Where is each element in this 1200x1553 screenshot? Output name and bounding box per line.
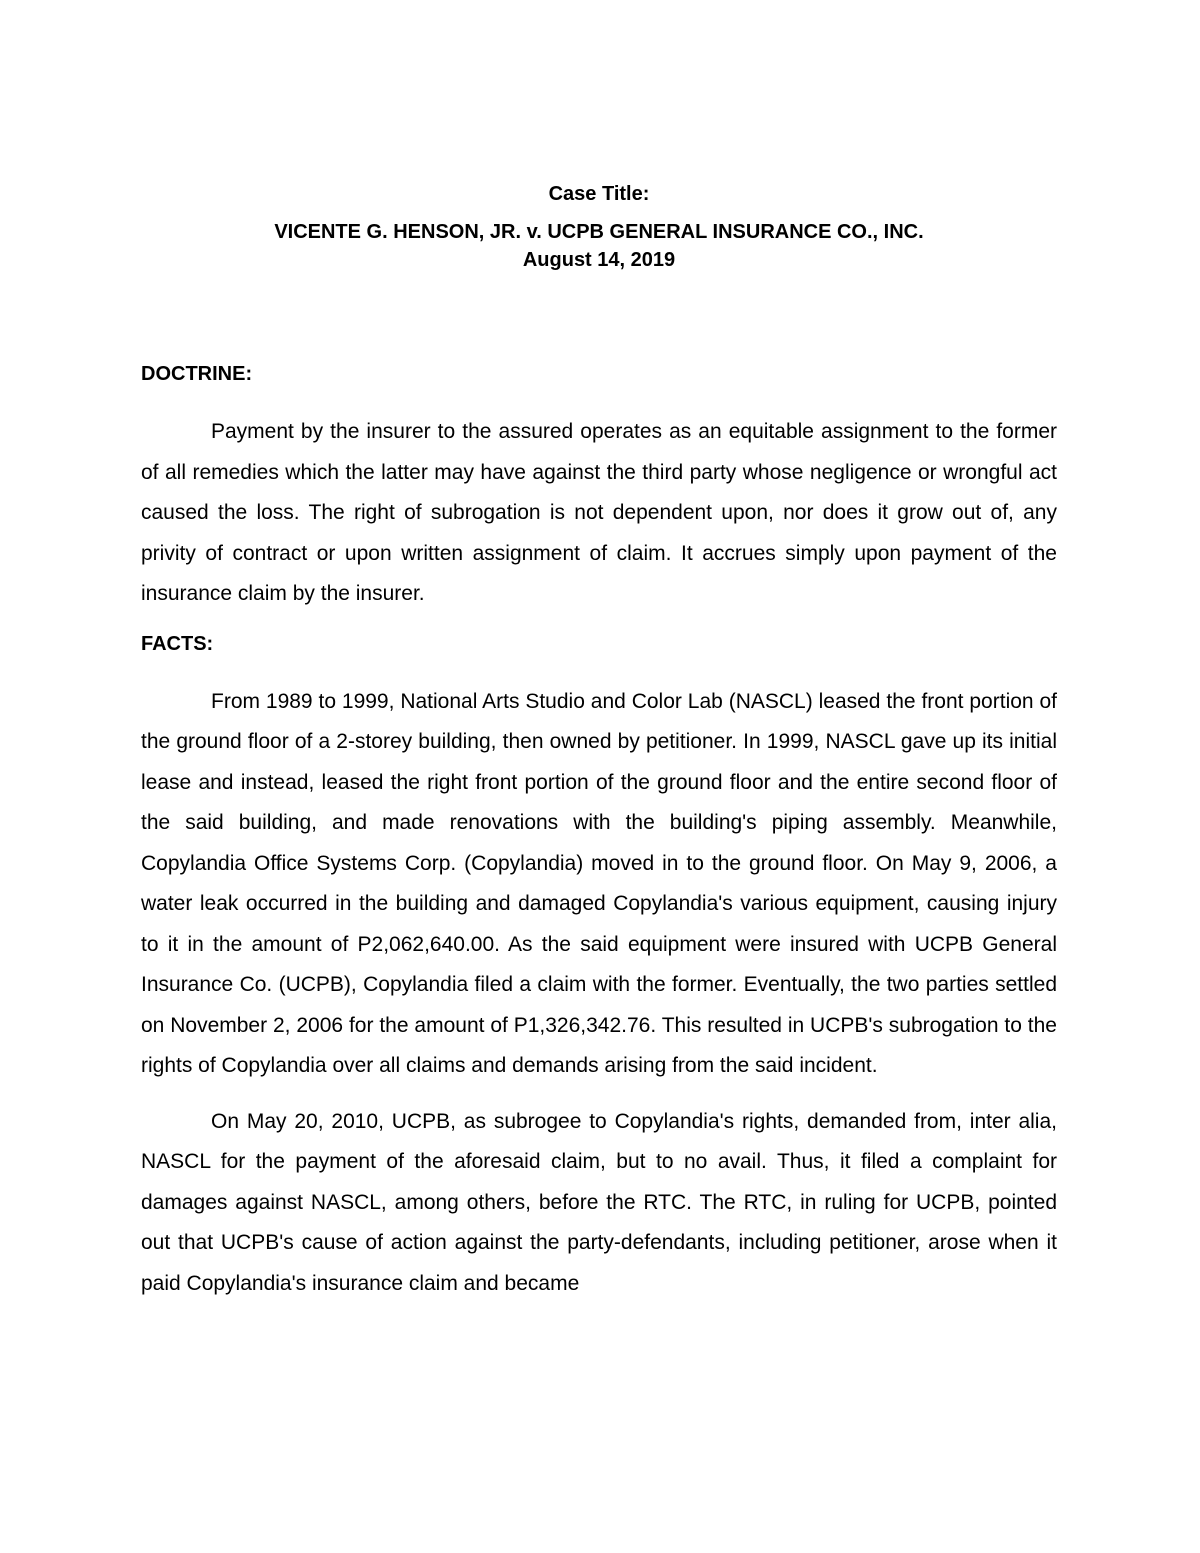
doctrine-paragraph: Payment by the insurer to the assured operates as an equitable assignment to the former of all remedies which the latter may have against the third party whose negligence or wrongful act caused the loss. The right of subrogation is not dependent upon, nor does it grow out of, any privity of contract or upon written assignment of claim. It accrues simply upon payment of the insurance claim by the insurer.: [141, 420, 1057, 605]
facts-paragraph-1: From 1989 to 1999, National Arts Studio and Color Lab (NASCL) leased the front portion of the ground floor of a 2-storey building, then owned by petitioner. In 1999, NASCL gave up its initial lease and instead, leased the right front portion of the ground floor and the entire second floor of the said building, and made renovations with the building's piping assembly. Meanwhile, Copylandia Office Systems Corp. (Copylandia) moved in to the ground floor. On May 9, 2006, a water leak occurred in the building and damaged Copylandia's various equipment, causing injury to it in the amount of P2,062,640.00. As the said equipment were insured with UCPB General Insurance Co. (UCPB), Copylandia filed a claim with the former. Eventually, the two parties settled on November 2, 2006 for the amount of P1,326,342.76. This resulted in UCPB's subrogation to the rights of Copylandia over all claims and demands arising from the said incident.: [141, 689, 1057, 1077]
case-title-label: Case Title:: [548, 183, 650, 205]
facts-heading: FACTS:: [141, 632, 214, 655]
doctrine-heading: DOCTRINE:: [141, 363, 253, 385]
case-date: August 14, 2019: [522, 249, 676, 271]
document-page: [141, 180, 1057, 1319]
facts-paragraph-2: On May 20, 2010, UCPB, as subrogee to Copylandia's rights, demanded from, inter alia, NASCL for the payment of the aforesaid claim, but to no avail. Thus, it filed a complaint for damages against NASCL, among others, before the RTC. The RTC, in ruling for UCPB, pointed out that UCPB's cause of action against the party-defendants, including petitioner, arose when it paid Copylandia's insurance claim and became: [141, 1109, 1057, 1295]
case-parties: VICENTE G. HENSON, JR. v. UCPB GENERAL INSURANCE CO., INC.: [274, 221, 924, 243]
